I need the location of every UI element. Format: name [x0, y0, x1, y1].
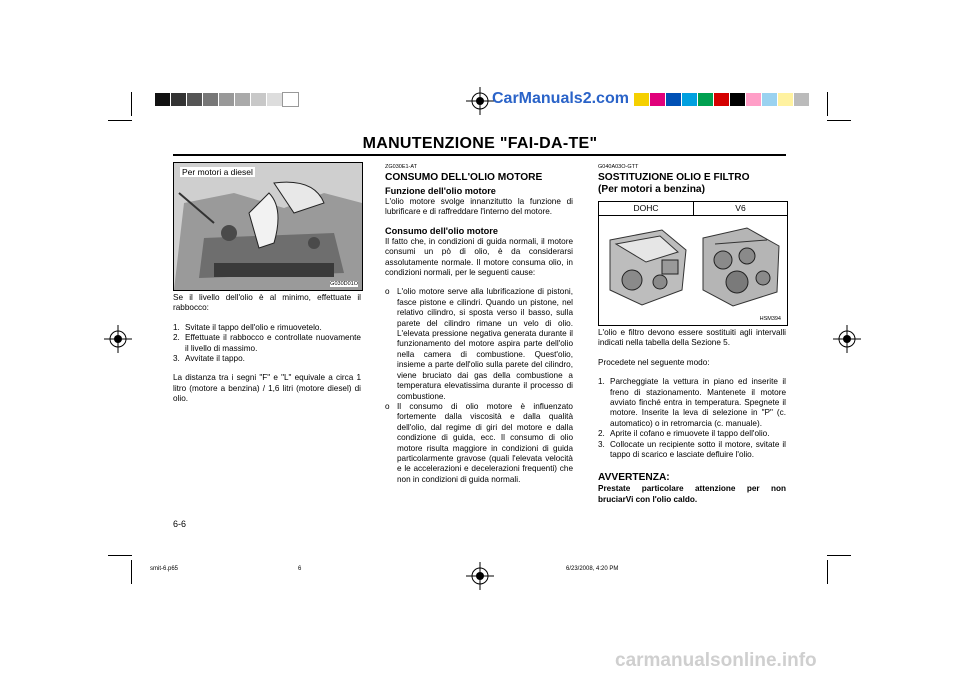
subheading: Consumo dell'olio motore: [385, 225, 498, 236]
engine-illustration-icon: [174, 163, 362, 290]
crop-mark: [108, 120, 132, 121]
calibration-swatch: [682, 93, 697, 106]
engine-label-v6: V6: [735, 203, 746, 213]
left-column: [173, 293, 361, 405]
watermark[interactable]: CarManuals2.com: [492, 90, 629, 107]
footer-page: 6: [298, 566, 302, 572]
page-number: 6-6: [173, 519, 187, 529]
registration-mark-icon: [466, 87, 494, 115]
paragraph: L'olio e filtro devono essere sostituiti agli intervalli indicati nella tabella della Sezione 5.: [598, 328, 786, 348]
section-code: G040A03O-GTT: [598, 164, 639, 170]
calibration-swatch: [235, 93, 250, 106]
section-heading: CONSUMO DELL'OLIO MOTORE: [385, 172, 543, 183]
cause-list: [385, 287, 573, 485]
registration-mark-icon: [833, 325, 861, 353]
list-item: o Il consumo di olio motore è influenzato fortemente dalla viscosità e dalla qualità dell'olio, dal regime di giri del motore e dalla condizione di guida, ecc. Il consumo di olio motore risulta maggiore in condizioni di guida particolarmente gravose (quali l'elevata velocità e le accelerazioni e decelerazioni frequenti) che non in condizioni di guida normali.: [385, 401, 573, 484]
list-item: 3. Avvitate il tappo.: [173, 354, 245, 364]
calibration-swatch: [267, 93, 282, 106]
calibration-swatch: [762, 93, 777, 106]
list-item: 3. Collocate un recipiente sotto il motore, svitate il tappo di scarico e lasciate defluire l'olio.: [598, 439, 786, 460]
crop-mark: [827, 555, 851, 556]
paragraph: L'olio motore svolge innanzitutto la funzione di lubrificare e di raffreddare l'interno del motore.: [385, 197, 573, 217]
calibration-swatch: [714, 93, 729, 106]
section-heading: SOSTITUZIONE OLIO E FILTRO: [598, 172, 750, 183]
calibration-swatch: [650, 93, 665, 106]
footer-file: smit-6.p65: [150, 566, 179, 572]
calibration-swatch: [251, 93, 266, 106]
registration-mark-icon: [466, 562, 494, 590]
footer-date: 6/23/2008, 4:20 PM: [566, 566, 619, 572]
section-code: ZG030E1-AT: [385, 164, 417, 170]
subheading: Funzione dell'olio motore: [385, 186, 496, 196]
color-calibration-bar: [634, 93, 810, 106]
calibration-swatch: [730, 93, 745, 106]
registration-mark-icon: [104, 325, 132, 353]
calibration-swatch: [666, 93, 681, 106]
right-column: [598, 164, 786, 196]
bottom-watermark[interactable]: carmanualsonline.info: [615, 650, 817, 671]
paragraph: Procedete nel seguente modo:: [598, 357, 710, 367]
page-title: MANUTENZIONE "FAI-DA-TE": [362, 135, 598, 152]
calibration-swatch: [634, 93, 649, 106]
engine-label-dohc: DOHC: [633, 203, 659, 213]
procedure-steps: [598, 377, 786, 460]
list-item: o L'olio motore serve alla lubrificazione di pistoni, fasce pistone e cilindri. Quando un pistone, nel relativo cilindro, si sposta verso il basso, sulla parete del cilindro rimane un velo di olio. L'elevata pressione negativa generata durante il funzionamento del motore aspira parte dell'olio nella camera di combustione. Quest'olio, insieme a parte dell'olio sulla parete del cilindro, viene bruciato dai gas della combustione a temperatura elevatissima durante il processo di combustione.: [385, 287, 573, 401]
right-column-body: [598, 328, 786, 505]
dohc-engine-icon: [602, 220, 690, 310]
calibration-swatch: [746, 93, 761, 106]
crop-mark: [827, 120, 851, 121]
list-item: 2. Effettuate il rabbocco e controllate nuovamente il livello di massimo.: [173, 333, 361, 353]
petrol-engines-image: [598, 201, 788, 326]
middle-column: [385, 164, 573, 485]
image-code: HSM394: [759, 316, 781, 322]
crop-mark: [827, 92, 828, 116]
image-label: Per motori a diesel: [182, 167, 253, 177]
calibration-swatch: [219, 93, 234, 106]
paragraph: Il fatto che, in condizioni di guida normali, il motore consumi un pò di olio, è da considerarsi assolutamente normale. Il motore consuma olio, in condizioni normali, per le seguenti cause:: [385, 236, 573, 278]
title-rule: [173, 154, 786, 156]
list-item: 2. Aprite il cofano e rimuovete il tappo dell'olio.: [598, 429, 770, 439]
note-text: La distanza tra i segni "F" e "L" equivale a circa 1 litro (motore a benzina) / 1,6 litri (motore diesel) di olio.: [173, 373, 361, 404]
section-heading-sub: (Per motori a benzina): [598, 184, 705, 195]
image-header: [599, 202, 787, 216]
crop-mark: [131, 560, 132, 584]
crop-mark: [108, 555, 132, 556]
crop-mark: [131, 92, 132, 116]
image-code: G030D01O: [330, 281, 358, 287]
calibration-swatch: [283, 93, 298, 106]
calibration-swatch: [778, 93, 793, 106]
calibration-swatch: [794, 93, 809, 106]
calibration-swatch: [203, 93, 218, 106]
calibration-swatch: [155, 93, 170, 106]
warning-title: AVVERTENZA:: [598, 472, 670, 484]
intro-text: Se il livello dell'olio è al minimo, effettuate il rabbocco:: [173, 293, 361, 313]
grayscale-calibration-bar: [155, 93, 299, 106]
v6-engine-icon: [697, 220, 783, 310]
warning-text: Prestate particolare attenzione per non bruciarVi con l'olio caldo.: [598, 484, 786, 504]
crop-mark: [827, 560, 828, 584]
calibration-swatch: [171, 93, 186, 106]
list-item: 1. Svitate il tappo dell'olio e rimuovetelo.: [173, 322, 322, 332]
calibration-swatch: [698, 93, 713, 106]
list-item: 1. Parcheggiate la vettura in piano ed inserite il freno di stazionamento. Mantenete il motore avviato finché entra in temperatura. Spegnete il motore. Inserite la leva di selezione in "P" (c. automatico) o in retromarcia (c. manuale).: [598, 377, 786, 428]
calibration-swatch: [187, 93, 202, 106]
refill-steps: [173, 323, 361, 365]
diesel-engine-image: [173, 162, 363, 291]
